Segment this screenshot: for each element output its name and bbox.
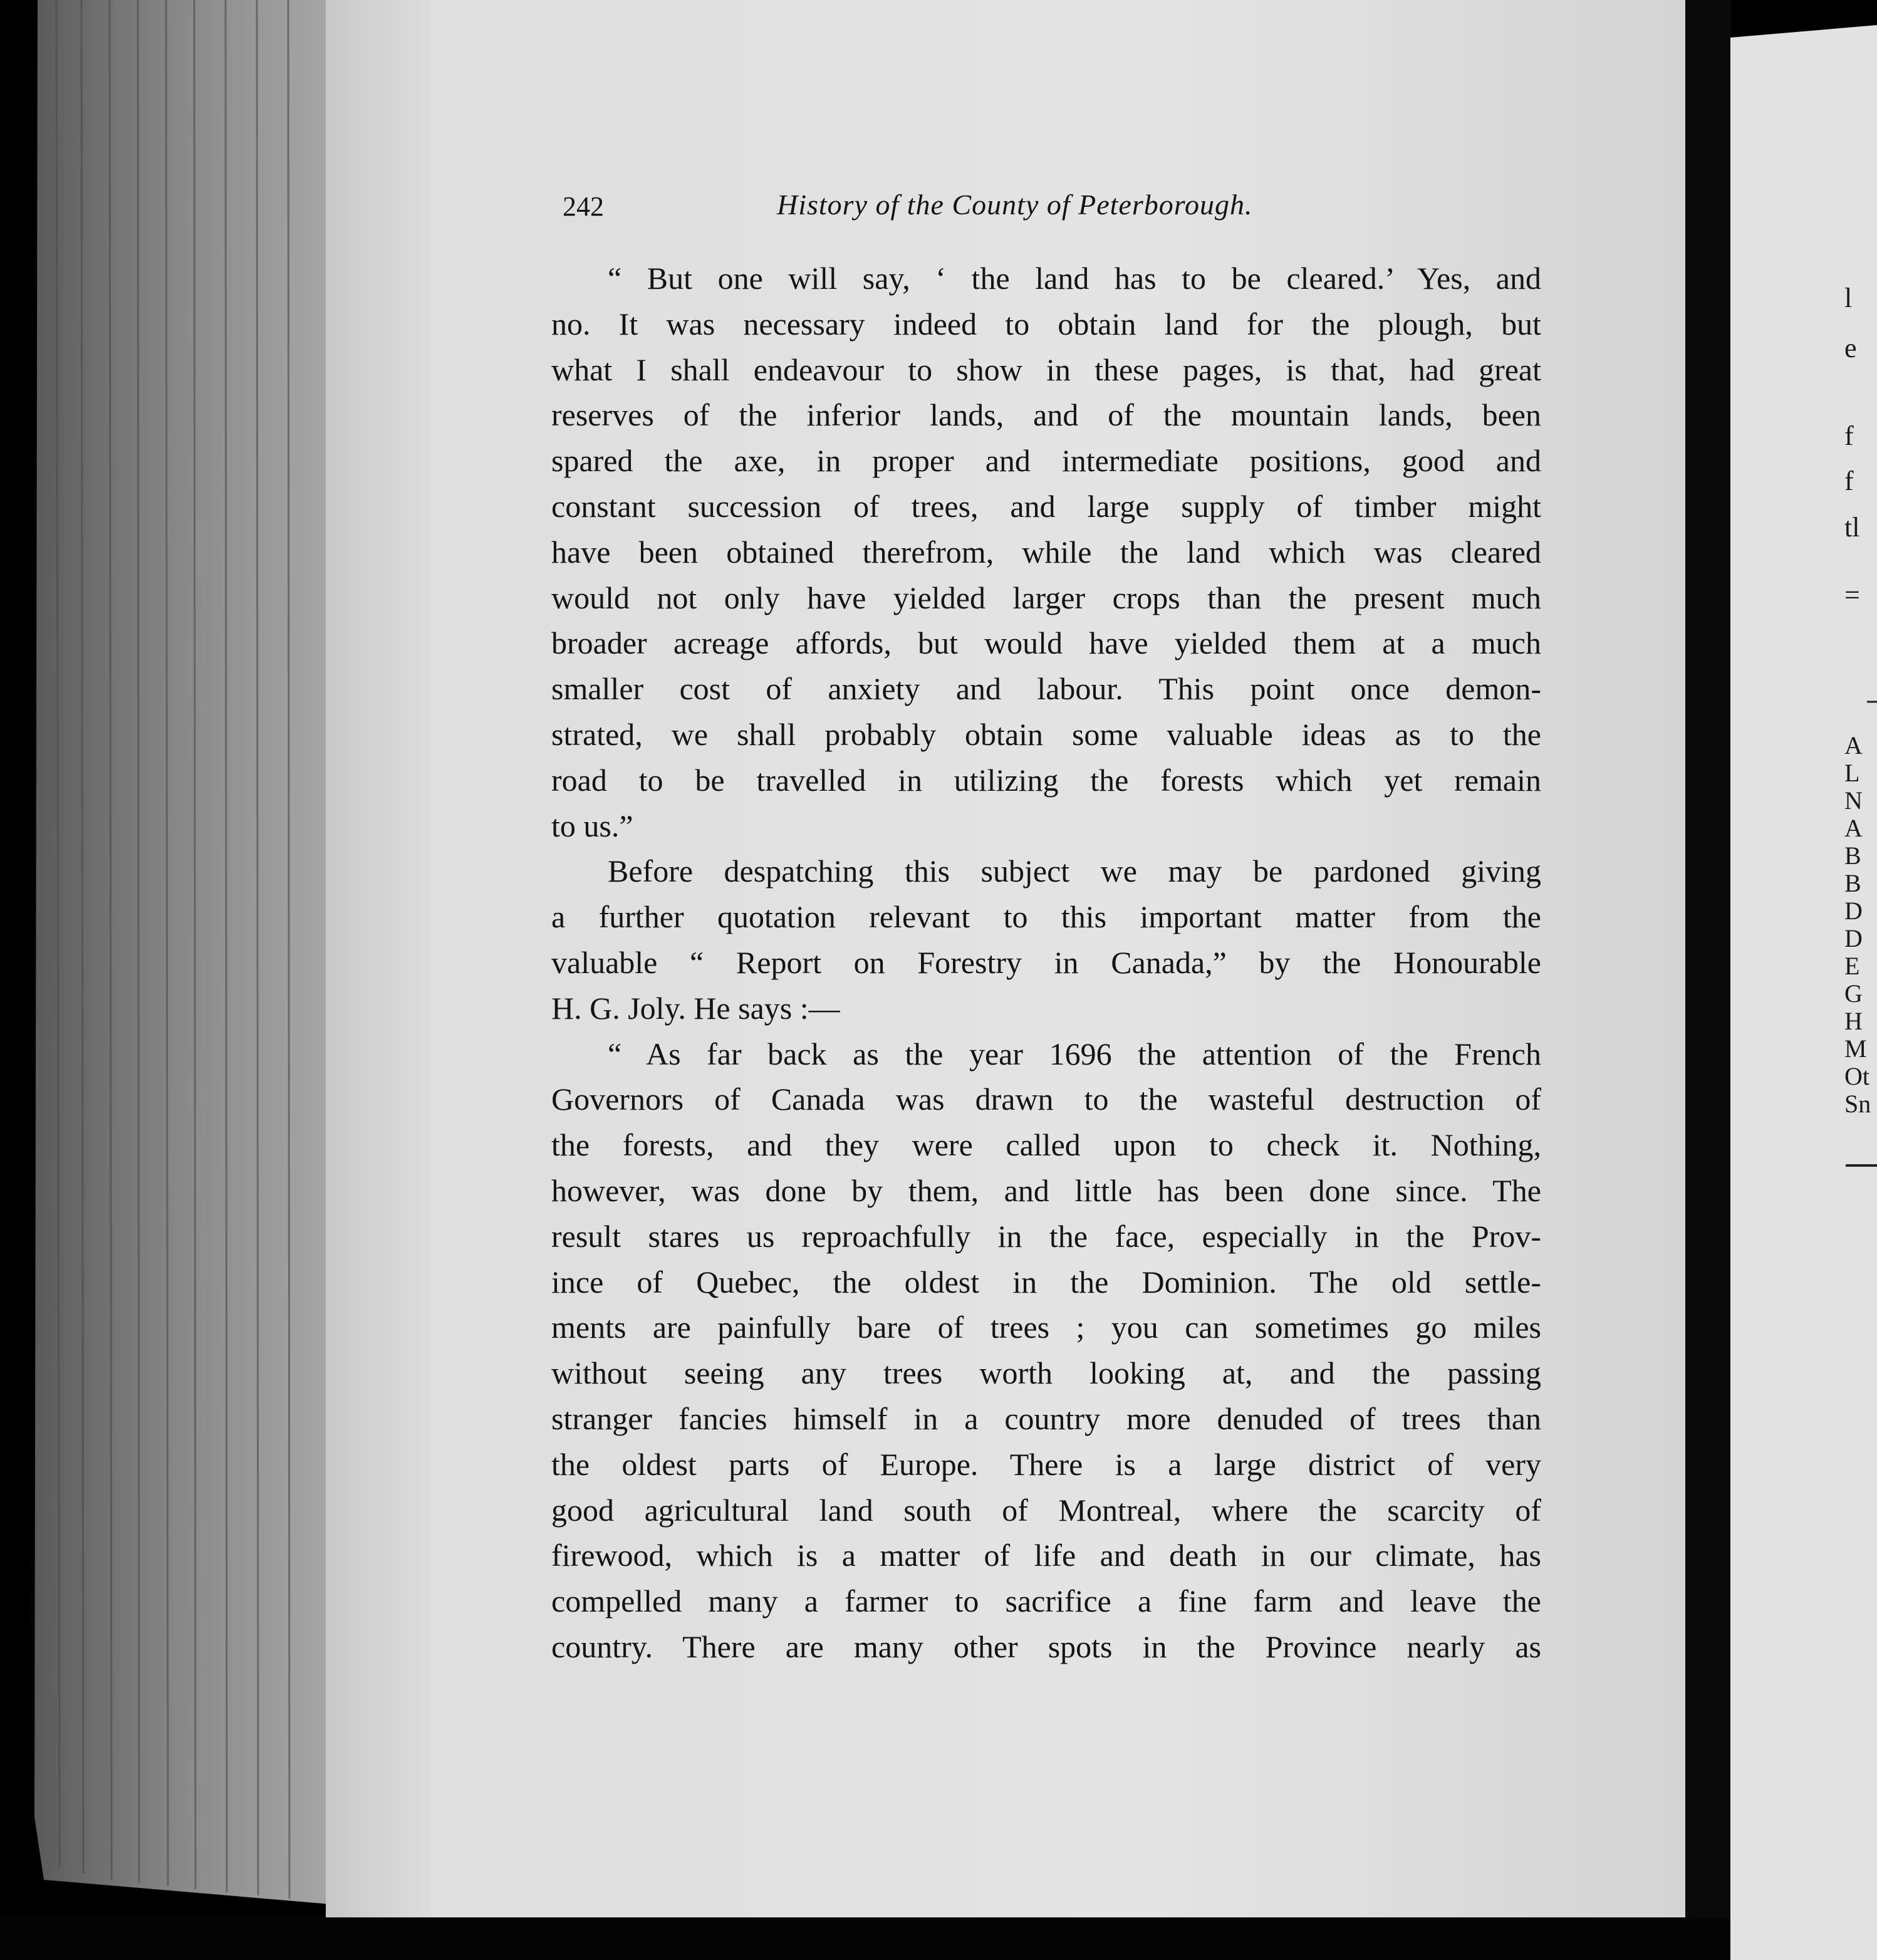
text-line: constant succession of trees, and large supply of timber might <box>551 489 1541 524</box>
text-line: compelled many a farmer to sacrifice a fine farm and leave the <box>551 1583 1541 1619</box>
text-line: reserves of the inferior lands, and of the mountain lands, been <box>551 397 1541 432</box>
facing-index-fragment: E <box>1844 952 1860 980</box>
text-line: ments are painfully bare of trees ; you can sometimes go miles <box>551 1310 1541 1345</box>
text-line: broader acreage affords, but would have yielded them at a much <box>551 625 1541 660</box>
text-line: Governors of Canada was drawn to the wasteful destruction of <box>551 1082 1541 1117</box>
facing-index-fragment: Ot <box>1844 1062 1869 1090</box>
text-line: to us.” <box>551 808 633 843</box>
text-line: H. G. Joly. He says :— <box>551 991 840 1026</box>
text-line: good agricultural land south of Montreal, where the scarcity of <box>551 1493 1541 1528</box>
facing-index-fragment: A <box>1844 814 1863 842</box>
gutter <box>1685 0 1730 1960</box>
facing-index-fragment: Sn <box>1844 1090 1871 1118</box>
text-line: strated, we shall probably obtain some valuable ideas as to the <box>551 717 1541 752</box>
text-line: what I shall endeavour to show in these pages, is that, had great <box>551 352 1541 387</box>
running-header <box>551 188 1541 238</box>
facing-index-fragment: N <box>1844 786 1863 815</box>
page-number: 242 <box>563 191 604 222</box>
text-line: firewood, which is a matter of life and death in our climate, has <box>551 1538 1541 1573</box>
facing-text-fragment: = <box>1844 580 1860 610</box>
text-line: have been obtained therefrom, while the land which was cleared <box>551 534 1541 570</box>
facing-index-fragment: D <box>1844 924 1863 952</box>
text-line: a further quotation relevant to this important matter from the <box>551 899 1541 934</box>
facing-index-fragment: L <box>1844 759 1860 787</box>
text-line: road to be travelled in utilizing the forests which yet remain <box>551 763 1541 798</box>
text-line: no. It was necessary indeed to obtain land for the plough, but <box>551 306 1541 341</box>
text-line: the oldest parts of Europe. There is a large district of very <box>551 1447 1541 1482</box>
text-line: smaller cost of anxiety and labour. This point once demon- <box>551 671 1541 706</box>
text-line: would not only have yielded larger crops than the present much <box>551 580 1541 615</box>
facing-text-fragment: f <box>1844 466 1854 496</box>
text-line: result stares us reproachfully in the face, especially in the Prov- <box>551 1219 1541 1254</box>
facing-text-fragment: tl <box>1844 512 1860 543</box>
text-line: ince of Quebec, the oldest in the Dominion. The old settle- <box>551 1264 1541 1300</box>
facing-index-fragment: G <box>1844 979 1863 1008</box>
facing-index-fragment: H <box>1844 1007 1863 1035</box>
facing-index-fragment: D <box>1844 897 1863 925</box>
running-title: History of the County of Peterborough. <box>777 189 1253 221</box>
facing-text-fragment: l <box>1844 283 1853 313</box>
facing-index-fragment: B <box>1844 842 1861 870</box>
facing-text-fragment: f <box>1844 420 1854 451</box>
facing-index-fragment: M <box>1844 1035 1867 1063</box>
facing-page-index-fragments <box>1844 732 1877 1118</box>
text-line: valuable “ Report on Forestry in Canada,” by the Honourable <box>551 945 1541 980</box>
text-line: stranger fancies himself in a country more denuded of trees than <box>551 1401 1541 1436</box>
page-edges <box>34 0 338 1905</box>
facing-index-fragment: B <box>1844 869 1861 897</box>
facing-index-fragment: A <box>1844 732 1863 759</box>
facing-text-fragment: e <box>1844 333 1857 363</box>
text-line: spared the axe, in proper and intermediate positions, good and <box>551 443 1541 478</box>
text-line: country. There are many other spots in the Province nearly as <box>551 1629 1541 1664</box>
text-line: “ As far back as the year 1696 the attention of the French <box>608 1036 1541 1071</box>
text-line: the forests, and they were called upon to check it. Nothing, <box>551 1127 1541 1162</box>
text-line: without seeing any trees worth looking at, and the passing <box>551 1355 1541 1390</box>
text-line: Before despatching this subject we may be pardoned giving <box>608 853 1541 889</box>
text-line: “ But one will say, ‘ the land has to be cleared.’ Yes, and <box>608 261 1541 296</box>
text-line: however, was done by them, and little has been done since. The <box>551 1173 1541 1208</box>
